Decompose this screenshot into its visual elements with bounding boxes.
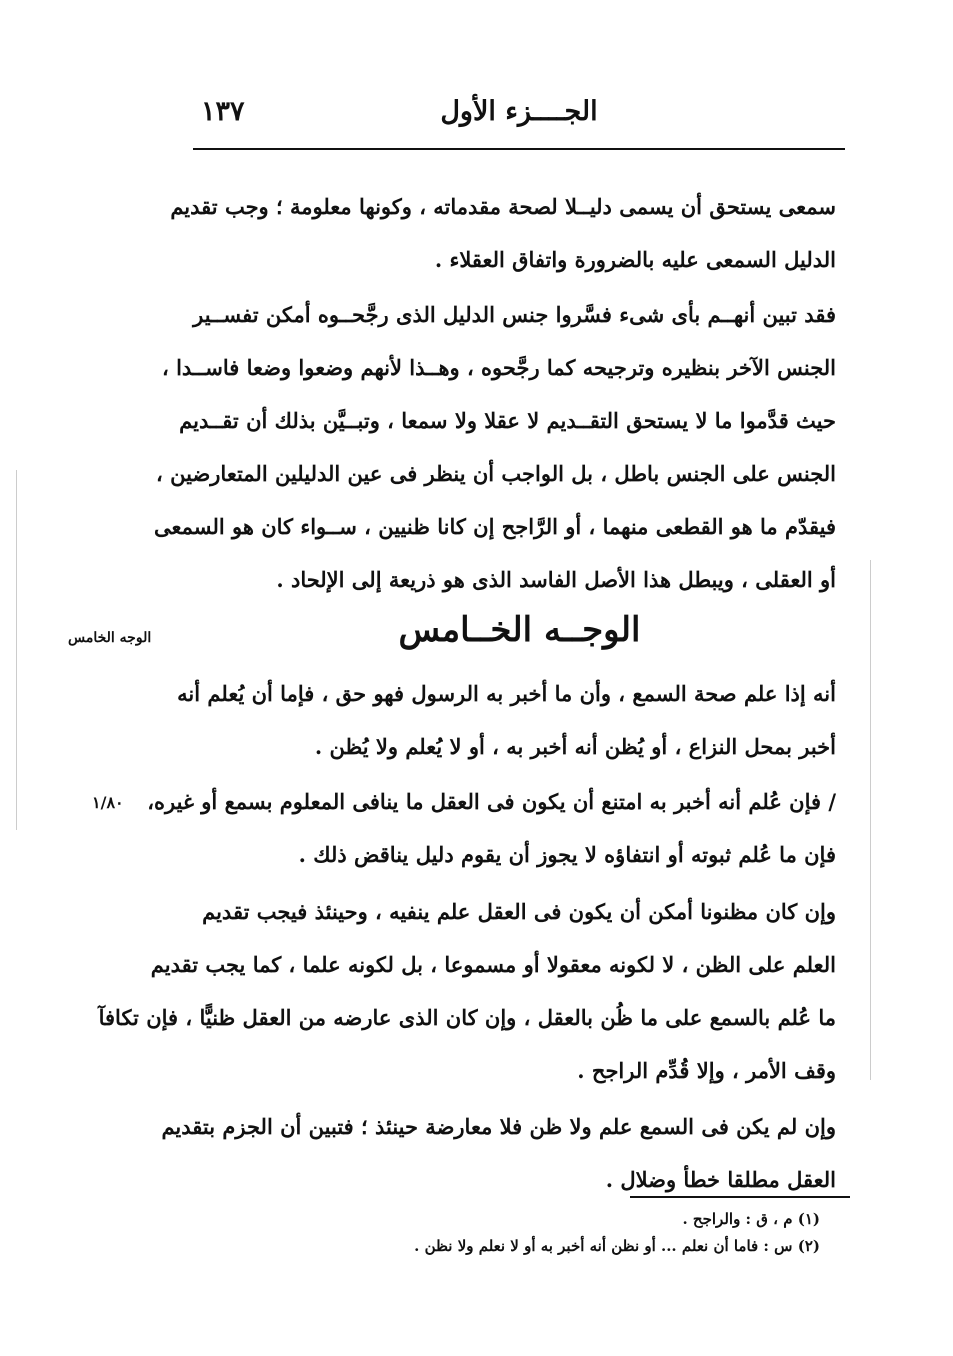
text-line: وإن كان مظنونا أمكن أن يكون فى العقل علم ينفيه ، وحينئذ فيجب تقديم	[202, 899, 836, 924]
text-line: وإن لم يكن فى السمع علم ولا ظن فلا معارضة حينئذ ؛ فتبين أن الجزم بتقديم	[161, 1114, 836, 1139]
text-line: فإن ما عُلم ثبوته أو انتفاؤه لا يجوز أن يقوم دليل يناقض ذلك .	[298, 842, 836, 867]
margin-section-label: الوجه الخامس	[68, 630, 152, 646]
margin-page-ref: ١/٨٠	[92, 793, 124, 812]
text-line: العلم على الظن ، لا لكونه معقولا أو مسموعا ، بل لكونه علما ، كما يجب تقديم	[150, 952, 836, 977]
footnote-rule	[630, 1196, 850, 1198]
section-heading: الوجــه الخــامس	[398, 610, 641, 650]
text-line: حيث قدَّموا ما لا يستحق التقــديم لا عقلا ولا سمعا ، وتبــيَّن بذلك أن تقــديم	[179, 408, 836, 433]
footnote-1: (١) م ، ق : والراجح .	[682, 1210, 820, 1228]
scan-artifact-line	[16, 470, 17, 830]
paragraph-6	[161, 1100, 836, 1206]
paragraph-1	[170, 180, 836, 286]
text-line: الدليل السمعى عليه بالضرورة واتفاق العقلاء .	[434, 247, 836, 272]
running-header	[193, 96, 845, 142]
text-line: سمعى يستحق أن يسمى دليــلا لصحة مقدماته ، وكونها معلومة ؛ وجب تقديم	[170, 194, 836, 219]
paragraph-3	[177, 667, 836, 773]
text-line: ما عُلم بالسمع على ما ظُن بالعقل ، وإن كان الذى عارضه من العقل ظنيًّا ، فإن تكافآ	[98, 1005, 836, 1030]
paragraph-2	[153, 288, 836, 606]
text-line: فقد تبين أنهــم بأى شىء فسَّروا جنس الدليل الذى رجَّحــوه أمكن تفســير	[193, 302, 836, 327]
text-line: وقف الأمر ، وإلا قُدِّم الراجح .	[577, 1058, 836, 1083]
text-line: أنه إذا علم صحة السمع ، وأن ما أخبر به الرسول فهو حق ، فإما أن يُعلم أنه	[177, 681, 836, 706]
footnotes	[380, 1206, 820, 1260]
header-title: الجــــزء الأول	[440, 96, 598, 127]
text-line: الجنس الآخر بنظيره وترجيحه كما رجَّحوه ، وهــذا لأنهم وضعوا وضعا فاســدا ،	[161, 355, 836, 380]
text-line: العقل مطلقا خطأ وضلال .	[605, 1167, 836, 1192]
text-line: / فإن عُلم أنه أخبر به امتنع أن يكون فى العقل ما ينافى المعلوم بسمع أو غيره،	[147, 789, 836, 814]
scan-artifact-line	[870, 560, 871, 1080]
text-line: أخبر بمحل النزاع ، أو يُظن أنه أخبر به ، أو لا يُعلم ولا يُظن .	[314, 734, 836, 759]
footnote-2: (٢) س : فاما أن نعلم ... أو نظن أنه أخبر به أو لا نعلم ولا نظن .	[414, 1237, 820, 1255]
text-line: أو العقلى ، ويبطل هذا الأصل الفاسد الذى هو ذريعة إلى الإلحاد .	[276, 567, 836, 592]
text-line: الجنس على الجنس باطل ، بل الواجب أن ينظر فى عين الدليلين المتعارضين ،	[156, 461, 836, 486]
text-line: فيقدّم ما هو القطعى منهما ، أو الرَّاجح إن كانا ظنيين ، ســواء كان هو السمعى	[153, 514, 836, 539]
paragraph-4	[147, 775, 836, 881]
header-rule	[193, 148, 845, 150]
paragraph-5	[98, 885, 836, 1097]
page-number: ١٣٧	[201, 96, 245, 127]
